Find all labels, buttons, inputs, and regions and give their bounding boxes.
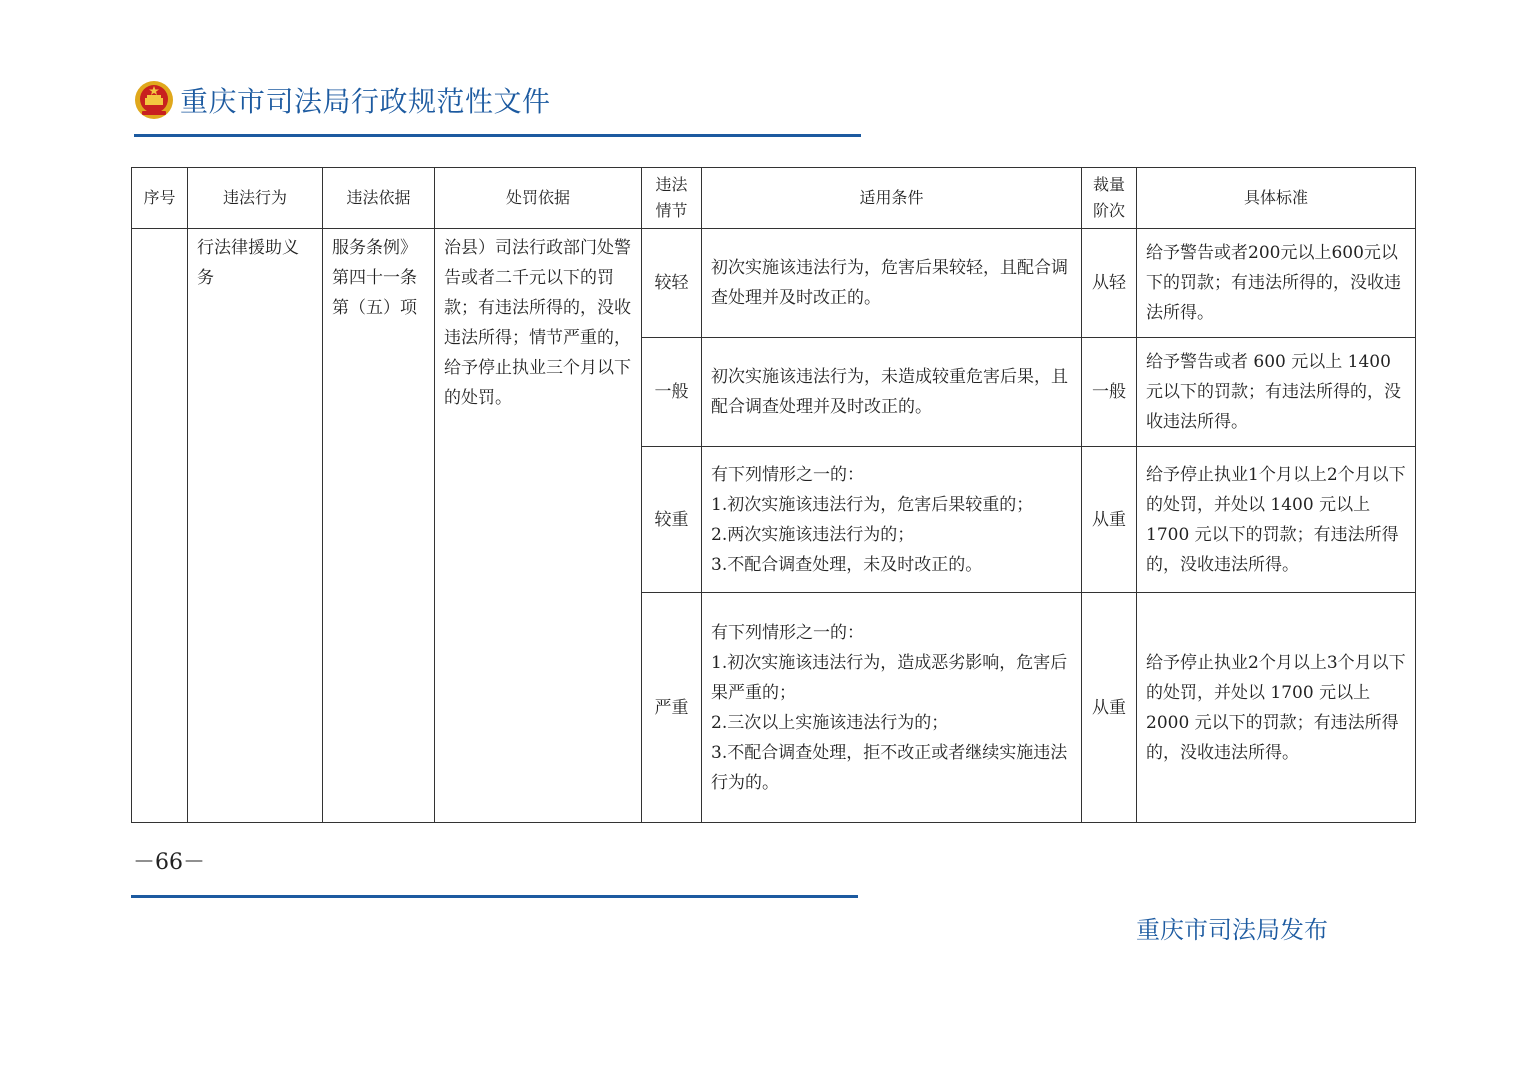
header-level-line: 裁量 [1092,175,1125,194]
cell-violation: 行法律援助义务 [188,229,323,823]
cell-conditions [702,593,1082,823]
cell-level: 从重 [1082,447,1137,593]
document-header [134,78,551,122]
header-violation: 违法行为 [188,168,323,229]
cell-conditions [702,229,1082,338]
publisher-label: 重庆市司法局发布 [1136,916,1328,944]
condition-line: 2.两次实施该违法行为的； [711,524,915,545]
header-circumstance-line: 情节 [655,201,688,220]
footer-rule [131,895,858,898]
header-legal-basis: 违法依据 [323,168,435,229]
cell-level: 从重 [1082,593,1137,823]
condition-line: 初次实施该违法行为，未造成较重危害后果，且配合调查处理并及时改正的。 [711,367,1068,417]
cell-level: 从轻 [1082,229,1137,338]
page-number: －66－ [133,850,205,875]
header-seq: 序号 [132,168,188,229]
cell-penalty-basis: 治县）司法行政部门处警告或者二千元以下的罚款；有违法所得的，没收违法所得；情节严重的，给予停止执业三个月以下的处罚。 [435,229,642,823]
cell-seq [132,229,188,823]
condition-line: 1.初次实施该违法行为，造成恶劣影响，危害后果严重的； [711,652,1068,703]
cell-standard: 给予停止执业1个月以上2个月以下的处罚，并处以 1400 元以上 1700 元以下的罚款；有违法所得的，没收违法所得。 [1137,447,1416,593]
cell-level: 一般 [1082,338,1137,447]
cell-legal-basis: 服务条例》第四十一条第（五）项 [323,229,435,823]
header-circumstance [642,168,702,229]
header-rule [134,134,861,137]
discretion-table [131,167,1416,823]
cell-standard: 给予警告或者200元以上600元以下的罚款；有违法所得的，没收违法所得。 [1137,229,1416,338]
cell-circumstance: 较重 [642,447,702,593]
cell-standard: 给予停止执业2个月以上3个月以下的处罚，并处以 1700 元以上 2000 元以下的罚款；有违法所得的，没收违法所得。 [1137,593,1416,823]
table-row [132,229,1416,338]
header-title: 重庆市司法局行政规范性文件 [180,85,551,118]
condition-line: 3.不配合调查处理，未及时改正的。 [711,554,983,575]
table-header-row [132,168,1416,229]
condition-line: 初次实施该违法行为，危害后果较轻，且配合调查处理并及时改正的。 [711,258,1068,308]
header-level [1082,168,1137,229]
cell-standard: 给予警告或者 600 元以上 1400 元以下的罚款；有违法所得的，没收违法所得。 [1137,338,1416,447]
condition-line: 1.初次实施该违法行为，危害后果较重的； [711,494,1034,515]
header-conditions: 适用条件 [702,168,1082,229]
cell-circumstance: 一般 [642,338,702,447]
condition-line: 有下列情形之一的： [711,464,864,485]
header-penalty-basis: 处罚依据 [435,168,642,229]
cell-circumstance: 严重 [642,593,702,823]
header-circumstance-line: 违法 [655,175,688,194]
cell-conditions [702,447,1082,593]
condition-line: 3.不配合调查处理，拒不改正或者继续实施违法行为的。 [711,742,1068,793]
header-standard: 具体标准 [1137,168,1416,229]
cell-conditions [702,338,1082,447]
cell-circumstance: 较轻 [642,229,702,338]
condition-line: 有下列情形之一的： [711,622,864,643]
condition-line: 2.三次以上实施该违法行为的； [711,712,949,733]
national-emblem-icon [134,80,174,120]
header-level-line: 阶次 [1092,201,1125,220]
